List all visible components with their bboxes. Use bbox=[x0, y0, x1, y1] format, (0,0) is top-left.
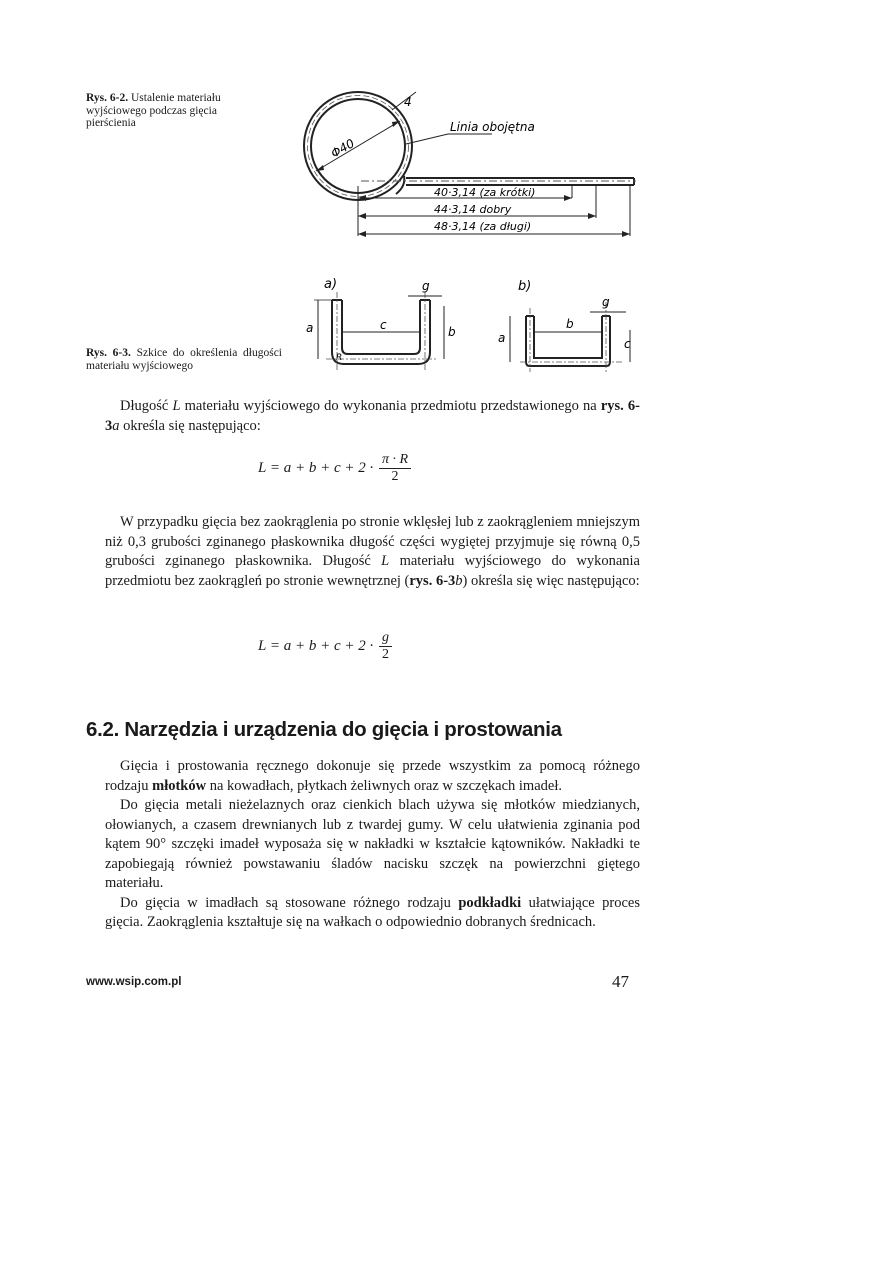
neutral-line-label: Linia obojętna bbox=[450, 120, 535, 134]
text: Do gięcia w imadłach są stosowane różnego rodzaju bbox=[120, 894, 459, 911]
dim-c-label: c bbox=[380, 318, 387, 332]
text: materiału wyjściowego do wykonania przedmiotu przedstawionego na bbox=[180, 398, 601, 414]
paragraph-no-rounding bbox=[105, 513, 640, 591]
numerator: g bbox=[379, 630, 392, 647]
var-L: L bbox=[381, 553, 390, 569]
dim-b-label: b bbox=[448, 325, 456, 339]
figure-6-3b-tag: b) bbox=[518, 279, 532, 294]
page-number: 47 bbox=[612, 972, 629, 991]
denominator: 2 bbox=[391, 469, 399, 484]
formula-lhs: L = a + b + c + 2 · bbox=[258, 459, 374, 476]
thickness-label: 4 bbox=[404, 95, 412, 109]
text: ) określa się więc następująco: bbox=[462, 572, 640, 589]
dim-b-label: b bbox=[566, 317, 574, 331]
text: ułatwiające proces gięcia. Zaokrąglenia kształtuje się na wałkach o odpowiednio dobranych średnicach. bbox=[105, 894, 641, 930]
caption-text: Szkice do określenia długości materiału wyjściowego bbox=[86, 347, 282, 372]
figure-6-3b-drawing bbox=[490, 276, 650, 376]
figure-ref-sub: b bbox=[455, 572, 463, 589]
dim-c-label: c bbox=[624, 337, 631, 351]
caption-label: Rys. 6-3. bbox=[86, 347, 131, 359]
section-heading: 6.2. Narzędzia i urządzenia do gięcia i prostowania bbox=[86, 718, 562, 741]
section-paragraph-1 bbox=[105, 757, 640, 796]
footer-url: www.wsip.com.pl bbox=[86, 976, 182, 988]
section-paragraph-2: Do gięcia metali nieżelaznych oraz cienkich blach używa się młotków miedzianych, ołowianych, a czasem drewnianych lub z twardej gumy. W celu ułatwienia zginania pod kątem 90° szczęki imadeł wyposaża się w nakładki w kształcie kątowników. Nakładki te zapobiegają również powstawaniu śladów nacisku szczęk na powierzchni giętego materiału. bbox=[105, 797, 640, 891]
diameter-label: Φ40 bbox=[328, 136, 357, 161]
dim-a-label: a bbox=[498, 331, 506, 345]
figure-6-3-caption bbox=[86, 347, 282, 372]
dim-short-label: 40·3,14 (za krótki) bbox=[434, 186, 536, 199]
caption-label: Rys. 6-2. bbox=[86, 92, 129, 104]
formula-lhs: L = a + b + c + 2 · bbox=[258, 637, 374, 654]
paragraph-length-intro bbox=[105, 397, 640, 436]
bold-term: podkładki bbox=[458, 894, 522, 911]
text: określa się następująco: bbox=[119, 417, 261, 434]
text: na kowadłach, płytkach żeliwnych oraz w szczękach imadeł. bbox=[206, 777, 562, 794]
figure-6-3a-tag: a) bbox=[324, 277, 338, 292]
dim-good-label: 44·3,14 dobry bbox=[434, 203, 512, 216]
dim-R-label: R bbox=[336, 353, 343, 363]
dim-long-label: 48·3,14 (za długi) bbox=[434, 220, 532, 233]
var-L: L bbox=[172, 398, 181, 414]
figure-ref-sub: a bbox=[112, 417, 120, 434]
bold-term: młotków bbox=[152, 777, 207, 794]
formula-rounded bbox=[258, 452, 413, 485]
fraction bbox=[379, 452, 411, 485]
fraction bbox=[379, 630, 392, 663]
dim-a-label: a bbox=[306, 321, 314, 335]
figure-6-2-ring-drawing bbox=[296, 86, 646, 246]
text: Gięcia i prostowania ręcznego dokonuje się przede wszystkim za pomocą różnego rodzaju bbox=[105, 758, 640, 794]
formula-sharp bbox=[258, 630, 394, 663]
figure-6-2-caption bbox=[86, 92, 266, 130]
dim-g-label: g bbox=[602, 295, 610, 309]
figure-ref: rys. 6-3 bbox=[105, 398, 640, 434]
text: materiału wyjściowego do wykonania przedmiotu bez zaokrągleń po stronie wewnętrznej ( bbox=[105, 553, 640, 589]
text: Długość bbox=[120, 398, 173, 414]
section-paragraph-3 bbox=[105, 894, 640, 933]
text: W przypadku gięcia bez zaokrąglenia po stronie wklęsłej lub z zaokrągleniem mniejszym niż 0,3 grubości zginanego płaskownika długość części wygiętej przyjmuje się równą 0,5 grubości zginanego płaskownika. Długość bbox=[105, 514, 640, 569]
figure-ref: rys. 6-3 bbox=[409, 572, 456, 589]
figure-6-3a-drawing bbox=[296, 274, 466, 374]
denominator: 2 bbox=[381, 647, 389, 662]
numerator: π · R bbox=[379, 452, 411, 469]
section-body bbox=[105, 757, 640, 933]
dim-g-label: g bbox=[422, 279, 430, 293]
caption-text: Ustalenie materiału wyjściowego podczas gięcia pierścienia bbox=[86, 92, 221, 129]
